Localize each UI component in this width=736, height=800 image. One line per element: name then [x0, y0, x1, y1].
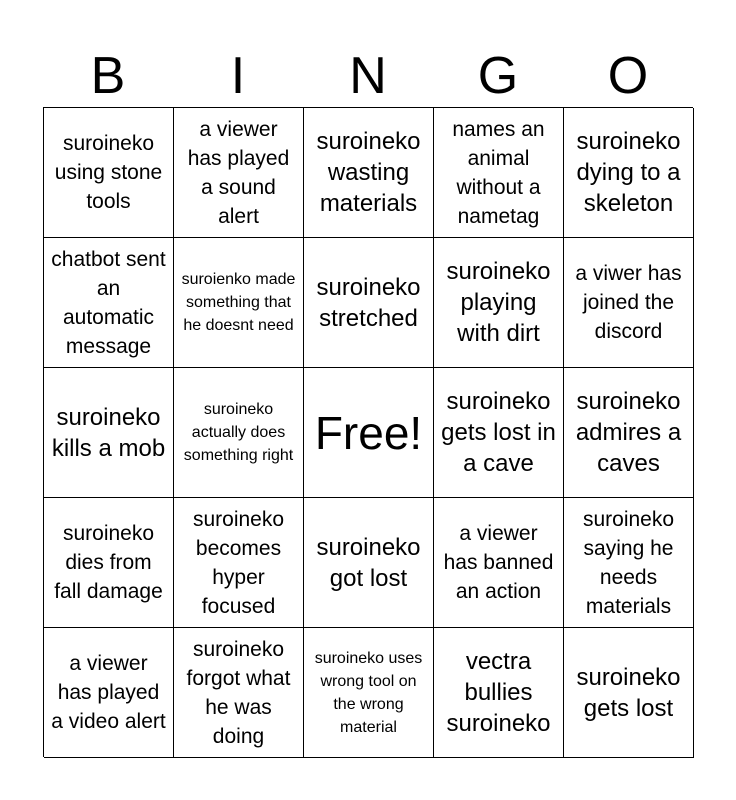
- header-letter-n: N: [349, 47, 387, 105]
- cell-text: vectra bullies suroineko: [446, 648, 551, 737]
- cell-text: suroineko dying to a skeleton: [576, 128, 681, 217]
- cell-text: suroineko dies from fall damage: [54, 522, 163, 603]
- cell-text: suroineko admires a caves: [575, 388, 682, 477]
- free-space-text: Free!: [314, 406, 423, 459]
- cell-text: suroineko gets lost in a cave: [441, 388, 556, 477]
- cell-text: suroineko forgot what he was doing: [186, 637, 291, 748]
- header-letter-b: B: [90, 47, 126, 105]
- bingo-cell[interactable]: [304, 628, 434, 758]
- bingo-cell[interactable]: [44, 238, 174, 368]
- cell-text: a viewer has banned an action: [443, 522, 554, 603]
- bingo-cell[interactable]: [564, 108, 694, 238]
- bingo-cell[interactable]: [434, 108, 564, 238]
- cell-text: suroineko saying he needs materials: [582, 507, 675, 618]
- cell-text: chatbot sent an automatic message: [51, 247, 166, 358]
- bingo-cell[interactable]: [304, 498, 434, 628]
- cell-text: suroineko playing with dirt: [446, 258, 551, 347]
- free-space-cell[interactable]: [304, 368, 434, 498]
- bingo-cell[interactable]: [44, 108, 174, 238]
- cell-text: suroineko becomes hyper focused: [192, 507, 285, 618]
- bingo-cell[interactable]: [174, 628, 304, 758]
- cell-text: suroineko got lost: [316, 533, 421, 592]
- bingo-cell[interactable]: [434, 498, 564, 628]
- bingo-cell[interactable]: [44, 368, 174, 498]
- header-letter-o: O: [607, 47, 649, 105]
- bingo-cell[interactable]: [434, 238, 564, 368]
- bingo-cell[interactable]: [44, 628, 174, 758]
- bingo-cell[interactable]: [564, 368, 694, 498]
- cell-text: a viewer has played a sound alert: [187, 117, 290, 228]
- bingo-cell[interactable]: [564, 628, 694, 758]
- bingo-cell[interactable]: [434, 368, 564, 498]
- header-letter-i: I: [230, 47, 246, 105]
- bingo-cell[interactable]: [44, 498, 174, 628]
- cell-text: suroineko wasting materials: [316, 128, 421, 217]
- bingo-cell[interactable]: [174, 368, 304, 498]
- cell-text: a viewer has played a video alert: [51, 652, 166, 733]
- cell-text: a viwer has joined the discord: [575, 262, 682, 343]
- bingo-header: [43, 44, 693, 108]
- cell-text: suroineko actually does something right: [183, 401, 294, 464]
- cell-text: names an animal without a nametag: [452, 117, 545, 228]
- cell-text: suroineko uses wrong tool on the wrong material: [314, 649, 423, 736]
- cell-text: suroineko stretched: [316, 273, 421, 332]
- bingo-cell[interactable]: [304, 238, 434, 368]
- cell-text: suroineko gets lost: [576, 663, 681, 722]
- bingo-cell[interactable]: [304, 108, 434, 238]
- bingo-cell[interactable]: [174, 108, 304, 238]
- bingo-cell[interactable]: [564, 238, 694, 368]
- bingo-cell[interactable]: [564, 498, 694, 628]
- bingo-cell[interactable]: [174, 498, 304, 628]
- cell-text: suroineko kills a mob: [51, 403, 166, 462]
- cell-text: suroienko made something that he doesnt need: [181, 271, 296, 334]
- bingo-cell[interactable]: [174, 238, 304, 368]
- bingo-cell[interactable]: [434, 628, 564, 758]
- header-letter-g: G: [477, 47, 519, 105]
- bingo-board: [43, 107, 693, 757]
- cell-text: suroineko using stone tools: [54, 132, 163, 213]
